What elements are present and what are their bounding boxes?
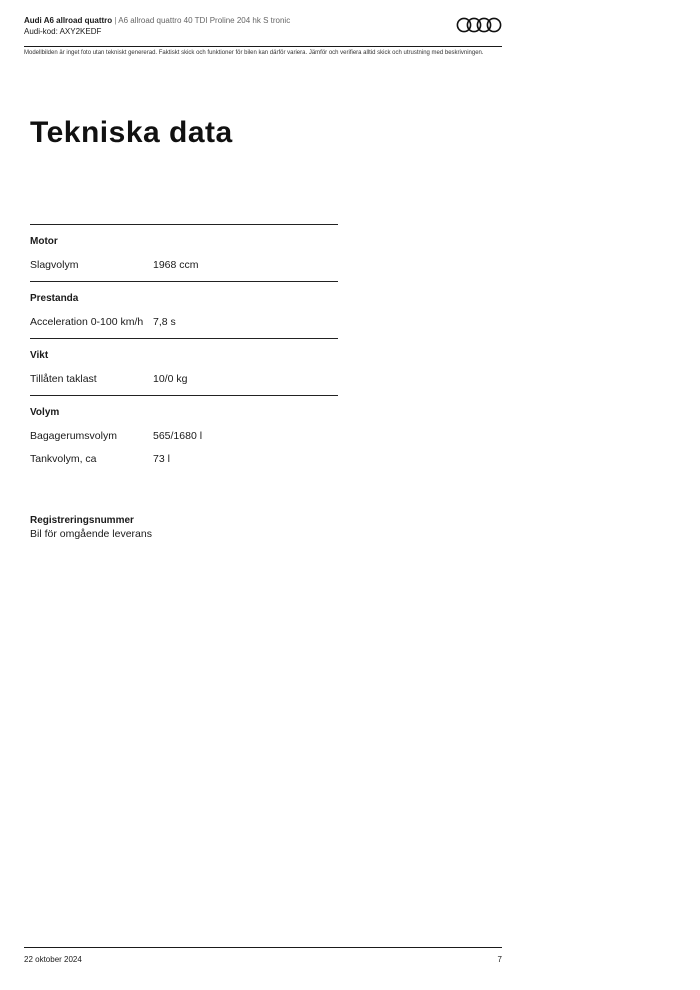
audi-rings-icon [456,16,502,34]
model-name: Audi A6 allroad quattro [24,16,113,25]
registration-block [30,514,152,541]
spec-label: Tillåten taklast [30,373,97,385]
spec-row [30,429,338,443]
spec-table [30,224,338,475]
spec-value: 1968 ccm [153,259,199,271]
page-title: Tekniska data [30,116,233,149]
spec-value: 73 l [153,453,170,465]
spec-value: 565/1680 l [153,430,203,442]
spec-section-vikt [30,338,338,395]
page-number: 7 [497,955,502,964]
section-title: Motor [30,236,58,247]
registration-title: Registreringsnummer [30,515,134,526]
registration-value: Bil för omgående leverans [30,528,152,540]
spec-section-motor [30,224,338,281]
footer-divider [24,947,502,948]
disclaimer-text: Modellbilden är inget foto utan tekniskt genererad. Faktiskt skick och funktioner för bilen kan därför variera. Jämför och verifiera alltid skick och utrustning med beskrivningen. [24,50,484,56]
spec-value: 10/0 kg [153,373,188,385]
audi-code: Audi-kod: AXY2KEDF [24,27,102,36]
section-title: Vikt [30,350,49,361]
model-description: A6 allroad quattro 40 TDI Proline 204 hk S tronic [118,16,291,25]
spec-value: 7,8 s [153,316,176,328]
spec-label: Acceleration 0-100 km/h [30,316,144,328]
spec-row [30,372,338,386]
header-model-line [24,16,502,26]
spec-label: Tankvolym, ca [30,453,97,465]
spec-row [30,452,338,466]
spec-row [30,258,338,272]
spec-label: Slagvolym [30,259,79,271]
header-separator: | [114,16,117,25]
spec-section-prestanda [30,281,338,338]
spec-row [30,315,338,329]
spec-section-volym [30,395,338,475]
page-header [24,16,502,37]
section-title: Volym [30,407,60,418]
header-divider [24,46,502,47]
section-title: Prestanda [30,293,79,304]
spec-label: Bagagerumsvolym [30,430,117,442]
footer-date: 22 oktober 2024 [24,955,82,964]
